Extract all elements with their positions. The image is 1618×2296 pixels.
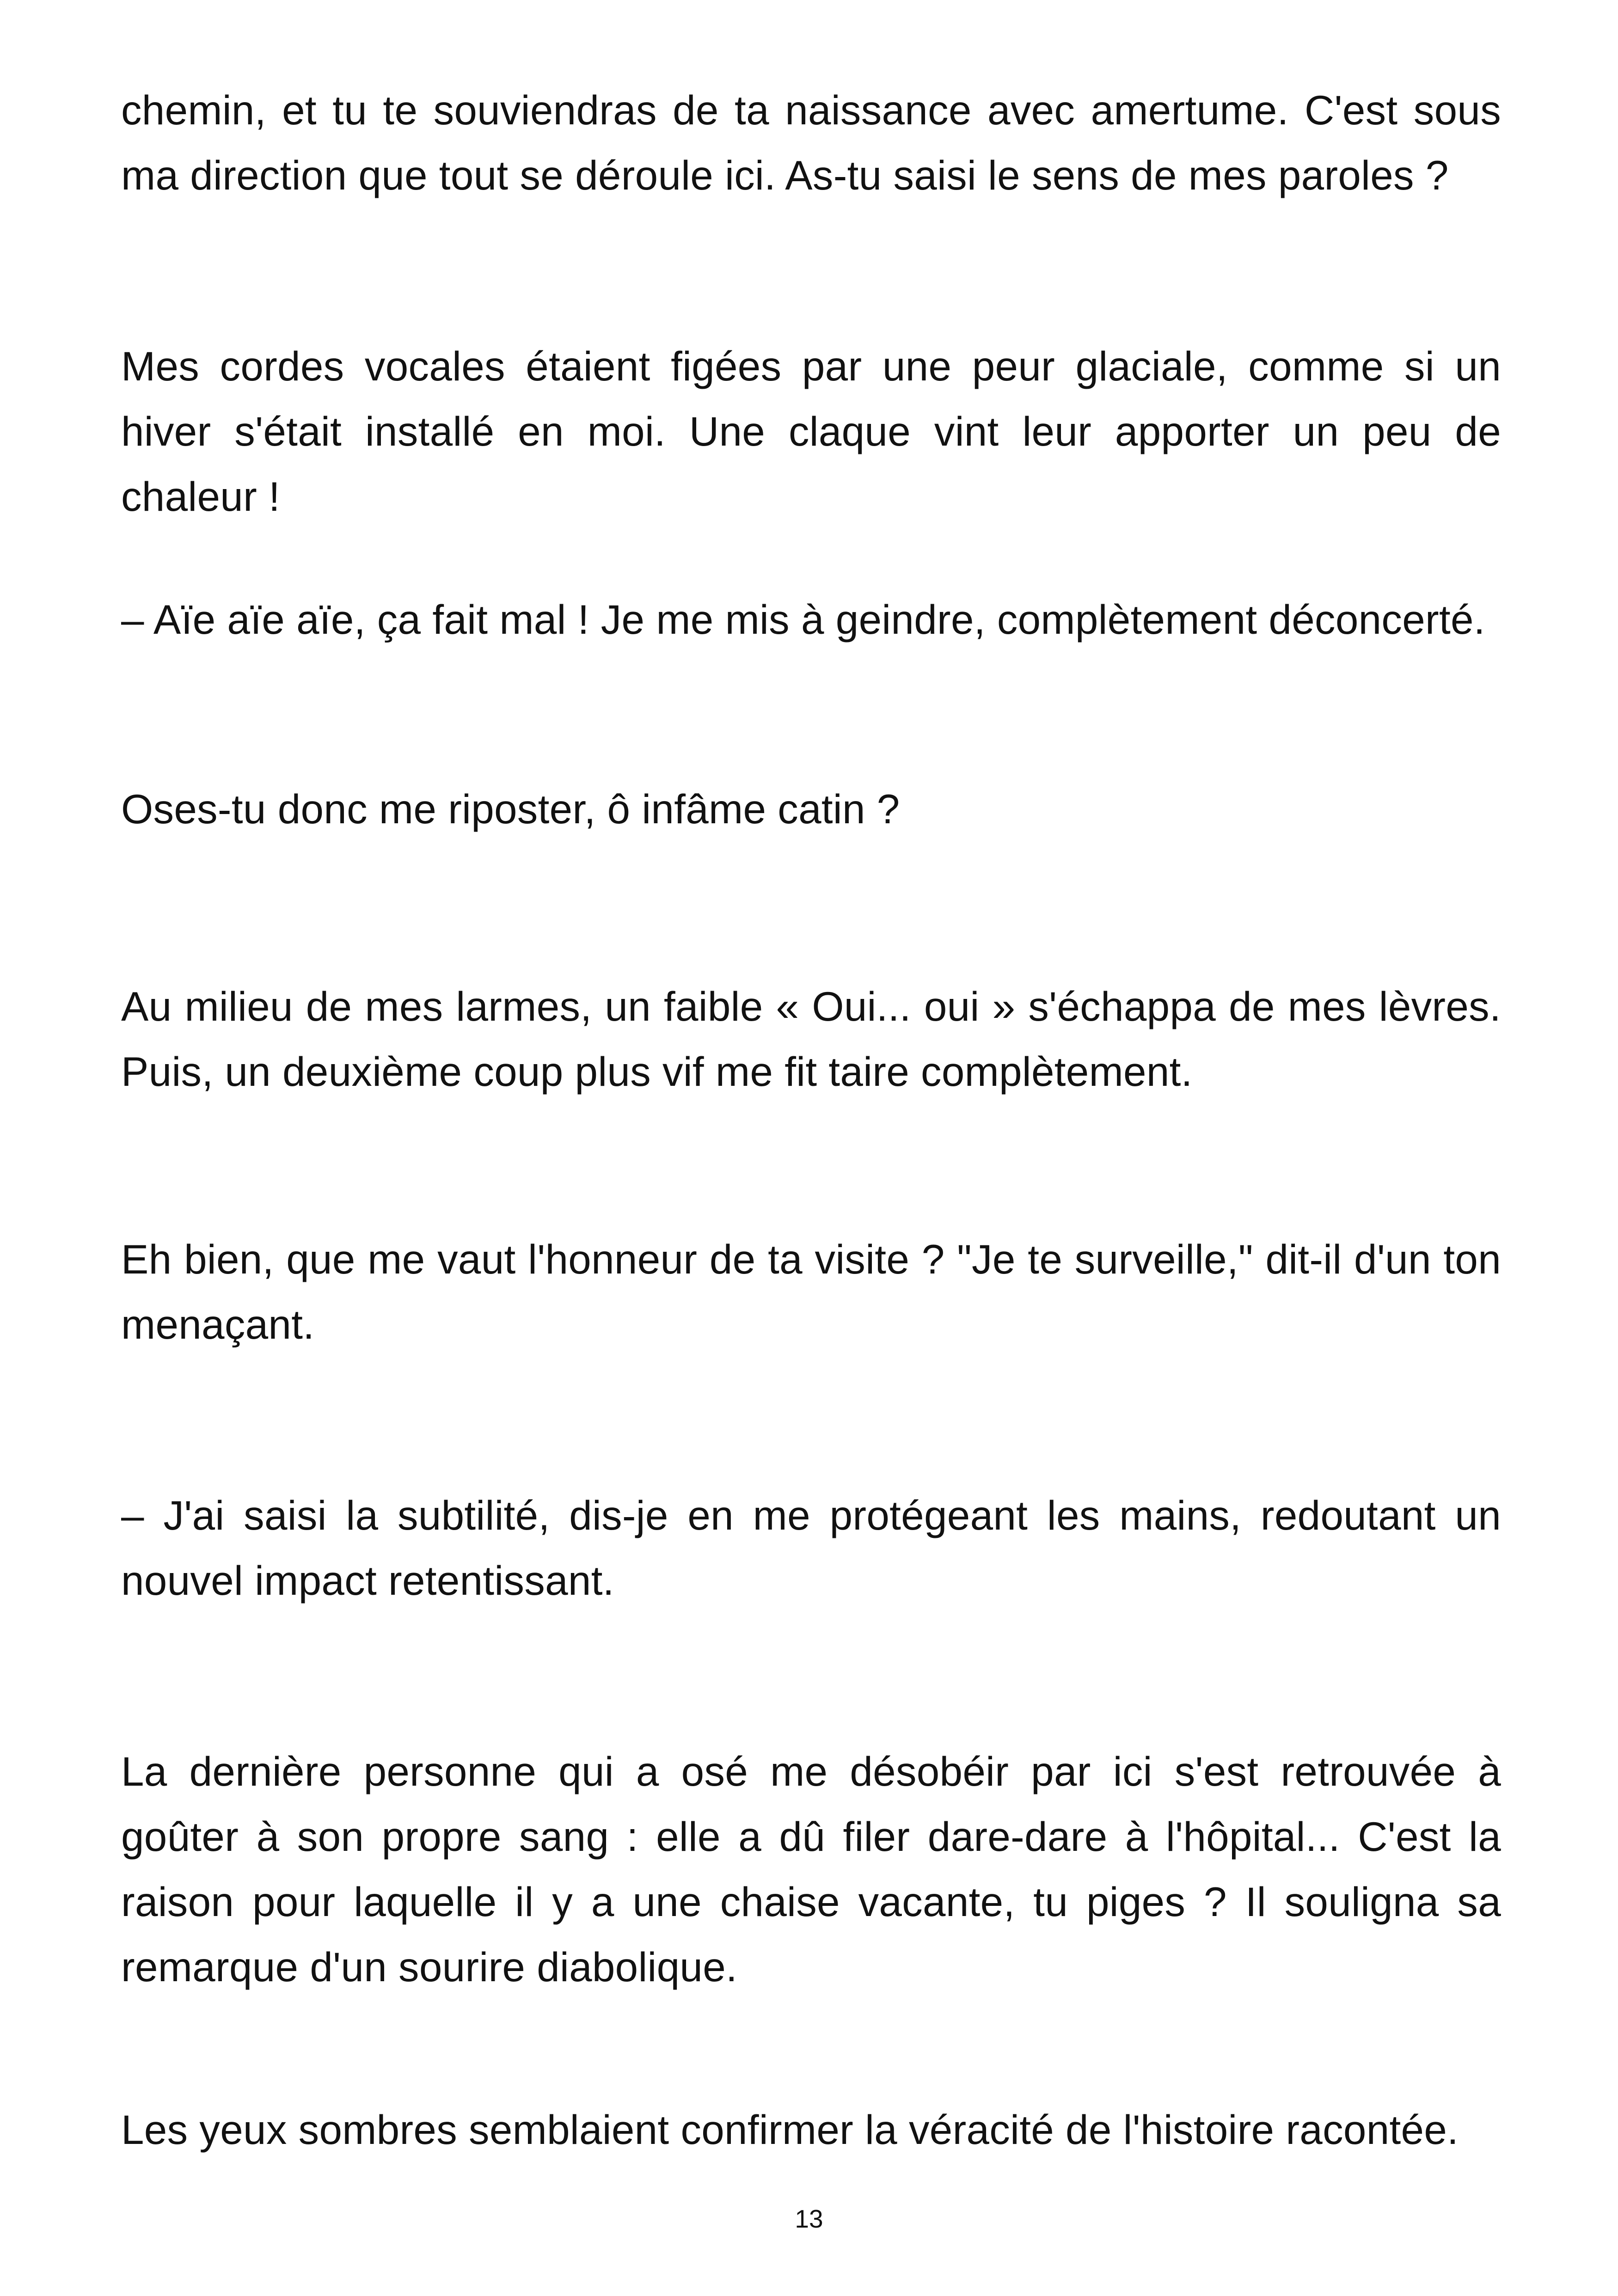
paragraph-4: Oses-tu donc me riposter, ô infâme catin ? (121, 786, 900, 832)
paragraph-1: chemin, et tu te souviendras de ta naissance avec amertume. C'est sous ma direction que tout se déroule ici. As-tu saisi le sens de mes paroles ? (121, 87, 1501, 198)
paragraph-6: Eh bien, que me vaut l'honneur de ta visite ? "Je te surveille," dit-il d'un ton menaçant. (121, 1236, 1501, 1347)
paragraph-5: Au milieu de mes larmes, un faible « Oui... oui » s'échappa de mes lèvres. Puis, un deuxième coup plus vif me fit taire complètement. (121, 983, 1501, 1095)
paragraph-2: Mes cordes vocales étaient figées par une peur glaciale, comme si un hiver s'était installé en moi. Une claque vint leur apporter un peu de chaleur ! (121, 343, 1501, 520)
paragraph-3: – Aïe aïe aïe, ça fait mal ! Je me mis à geindre, complètement déconcerté. (121, 596, 1485, 643)
page-number: 13 (795, 2204, 823, 2233)
paragraph-8: La dernière personne qui a osé me désobéir par ici s'est retrouvée à goûter à son propre sang : elle a dû filer dare-dare à l'hôpital... C'est la raison pour laquelle il y a une chaise vacante, tu piges ? Il souligna sa remarque d'un sourire diabolique. (121, 1748, 1501, 1990)
paragraph-7: – J'ai saisi la subtilité, dis-je en me protégeant les mains, redoutant un nouvel impact retentissant. (121, 1492, 1501, 1604)
paragraph-9: Les yeux sombres semblaient confirmer la véracité de l'histoire racontée. (121, 2106, 1459, 2153)
